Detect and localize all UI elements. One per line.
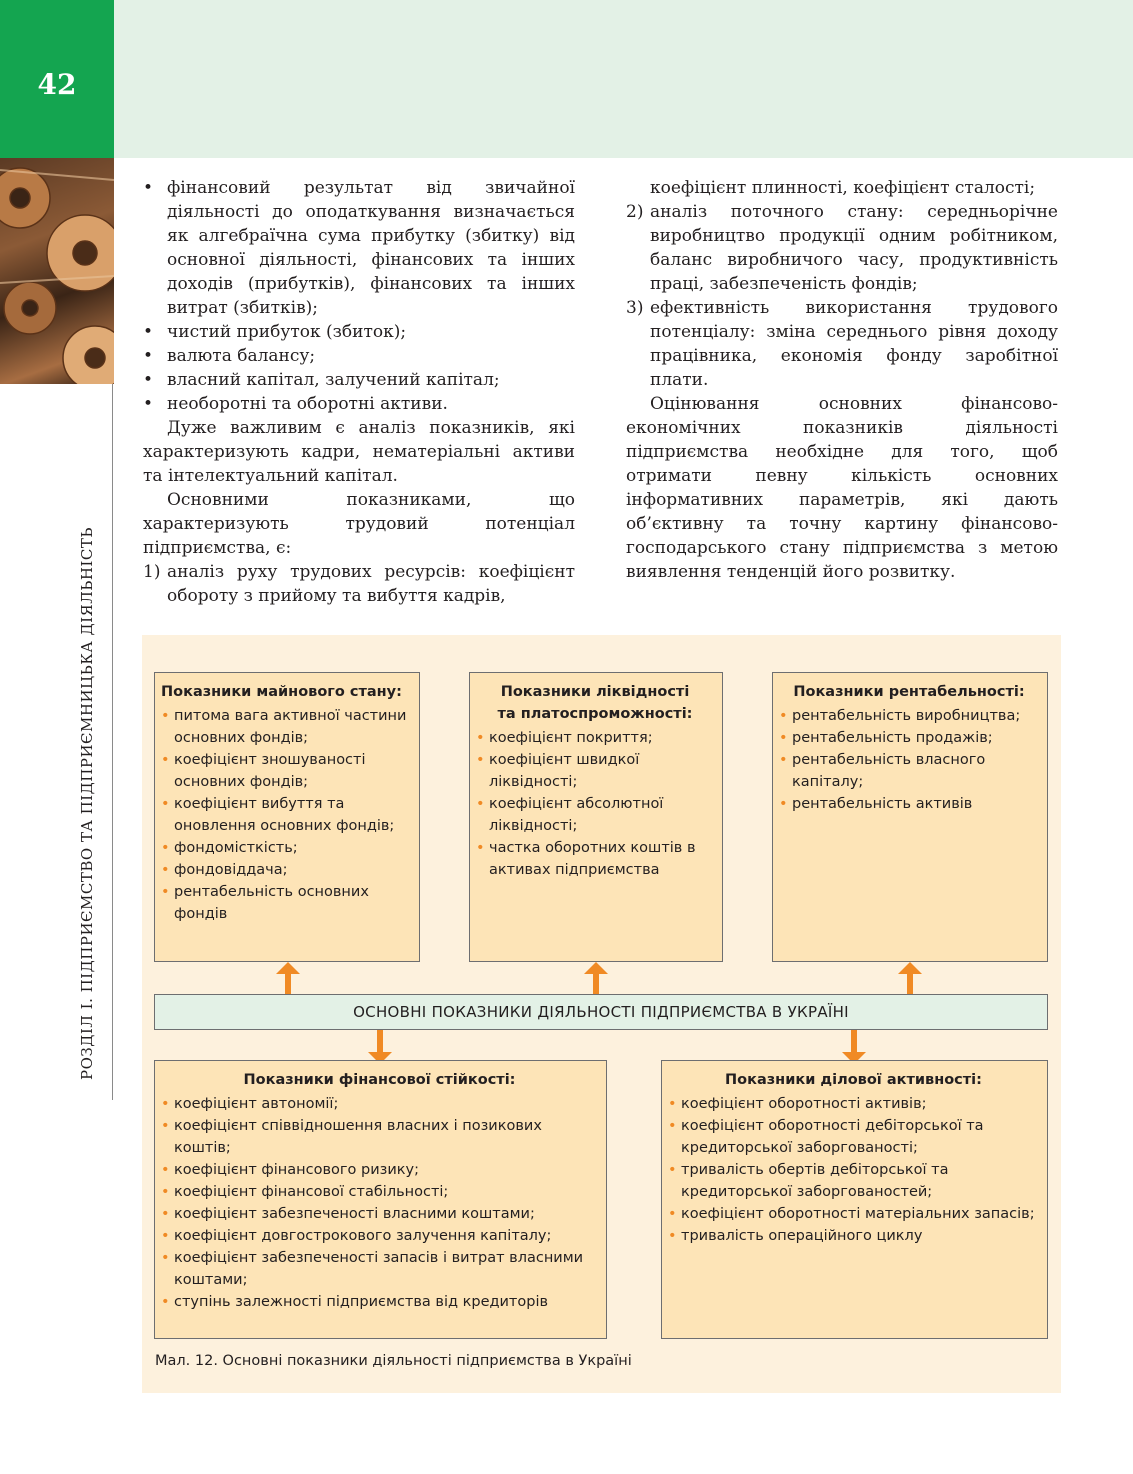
list-item: • коефіцієнт довгострокового залучення капіталу; (161, 1225, 598, 1247)
bullet-item: • чистий прибуток (збиток); (143, 320, 575, 344)
bullet-item: • валюта балансу; (143, 344, 575, 368)
box-title: Показники рентабельності: (793, 684, 1025, 700)
side-rule (112, 384, 113, 1100)
list-item: • ступінь залежності підприємства від кредиторів (161, 1291, 598, 1313)
list-item: • коефіцієнт оборотності матеріальних запасів; (668, 1203, 1039, 1225)
paragraph: Оцінювання основних фінансово-економічних показників діяльності підприємства необхідне для того, щоб отримати певну кількість основних інформативних параметрів, які дають об’єктивну та точну картину фінансово-господарського стану підприємства з метою виявлення тенденцій його розвитку. (626, 394, 1058, 582)
right-column (626, 176, 1058, 584)
numbered-item (143, 560, 575, 608)
list-item: • частка оборотних коштів в активах підприємства (476, 837, 714, 881)
arrow-down-icon (368, 1030, 392, 1064)
list-item: • рентабельність власного капіталу; (779, 749, 1039, 793)
section-title-vertical: РОЗДІЛ І. ПІДПРИЄМСТВО ТА ПІДПРИЄМНИЦЬКА ДІЯЛЬНІСТЬ (78, 527, 96, 1080)
box-property-indicators (154, 672, 420, 962)
box-title: Показники майнового стану: (161, 684, 402, 700)
item-text: аналіз руху трудових ресурсів: коефіцієнт обороту з прийому та вибуття кадрів, (167, 562, 575, 606)
list-item: • рентабельність продажів; (779, 727, 1039, 749)
numbered-item (626, 200, 1058, 296)
list-item: • коефіцієнт фінансової стабільності; (161, 1181, 598, 1203)
bullet-item: • власний капітал, залучений капітал; (143, 368, 575, 392)
page-number: 42 (37, 68, 77, 101)
list-item: • рентабельність виробництва; (779, 705, 1039, 727)
figure-caption: Мал. 12. Основні показники діяльності підприємства в Україні (155, 1353, 632, 1369)
arrow-up-icon (276, 962, 300, 996)
box-financial-stability-indicators (154, 1060, 607, 1339)
list-item: • фондовіддача; (161, 859, 411, 881)
item-text: ефективність використання трудового потенціалу: зміна середнього рівня доходу працівника, економія фонду заробітної плати. (650, 298, 1058, 390)
item-number: 1) (143, 562, 161, 582)
numbered-item (626, 296, 1058, 392)
item-text: коефіцієнт плинності, коефіцієнт сталості; (650, 178, 1036, 198)
box-title-line2: та платоспроможності: (497, 706, 693, 722)
list-item: • коефіцієнт забезпеченості запасів і витрат власними коштами; (161, 1247, 598, 1291)
list-item: • фондомісткість; (161, 837, 411, 859)
list-item: • коефіцієнт швидкої ліквідності; (476, 749, 714, 793)
list-item: • рентабельність активів (779, 793, 1039, 815)
item-number: 2) (626, 202, 644, 222)
arrow-up-icon (898, 962, 922, 996)
box-title-line1: Показники ліквідності (500, 684, 690, 700)
list-item: • коефіцієнт покриття; (476, 727, 714, 749)
indicator-list (161, 705, 411, 925)
list-item: • коефіцієнт автономії; (161, 1093, 598, 1115)
box-liquidity-indicators (469, 672, 723, 962)
diagram-figure (142, 635, 1061, 1393)
list-item: • тривалість обертів дебіторської та кредиторської заборгованостей; (668, 1159, 1039, 1203)
box-profitability-indicators (772, 672, 1048, 962)
list-item: • коефіцієнт забезпеченості власними коштами; (161, 1203, 598, 1225)
bullet-item: • необоротні та оборотні активи. (143, 392, 575, 416)
list-item: • коефіцієнт зношуваності основних фондів; (161, 749, 411, 793)
list-item: • коефіцієнт абсолютної ліквідності; (476, 793, 714, 837)
arrow-down-icon (842, 1030, 866, 1064)
bullet-item: • фінансовий результат від звичайної діяльності до оподаткування визначається як алгебраїчна сума прибутку (збитку) від основної діяльності, фінансових та інших доходів (прибутків), фінансових та інших витрат (збитків); (143, 176, 575, 320)
box-business-activity-indicators (661, 1060, 1048, 1339)
list-item: • коефіцієнт оборотності дебіторської та кредиторської заборгованості; (668, 1115, 1039, 1159)
box-title: Показники фінансової стійкості: (243, 1072, 516, 1088)
header-band (114, 0, 1133, 158)
list-item: • питома вага активної частини основних фондів; (161, 705, 411, 749)
paragraph: Дуже важливим є аналіз показників, які характеризують кадри, нематеріальні активи та інтелектуальний капітал. (143, 418, 575, 486)
list-item: • коефіцієнт співвідношення власних і позикових коштів; (161, 1115, 598, 1159)
indicator-list (476, 727, 714, 881)
list-item: • рентабельність основних фондів (161, 881, 411, 925)
item-text: аналіз поточного стану: середньорічне виробництво продукції одним робітником, баланс виробничого часу, продуктивність праці, забезпеченість фондів; (650, 202, 1058, 294)
item-number: 3) (626, 298, 644, 318)
gears-illustration (0, 158, 114, 384)
left-column (143, 176, 575, 608)
indicator-list (779, 705, 1039, 815)
list-item: • тривалість операційного циклу (668, 1225, 1039, 1247)
gears-icon (0, 158, 114, 384)
box-title: Показники ділової активності: (725, 1072, 982, 1088)
numbered-item-continued (626, 176, 1058, 200)
list-item: • коефіцієнт оборотності активів; (668, 1093, 1039, 1115)
paragraph: Основними показниками, що характеризують трудовий потенціал підприємства, є: (143, 490, 575, 558)
indicator-list (668, 1093, 1039, 1247)
list-item: • коефіцієнт фінансового ризику; (161, 1159, 598, 1181)
indicator-list (161, 1093, 598, 1313)
arrow-up-icon (584, 962, 608, 996)
list-item: • коефіцієнт вибуття та оновлення основних фондів; (161, 793, 411, 837)
page-number-block (0, 0, 114, 158)
center-heading: ОСНОВНІ ПОКАЗНИКИ ДІЯЛЬНОСТІ ПІДПРИЄМСТВА В УКРАЇНІ (154, 994, 1048, 1030)
